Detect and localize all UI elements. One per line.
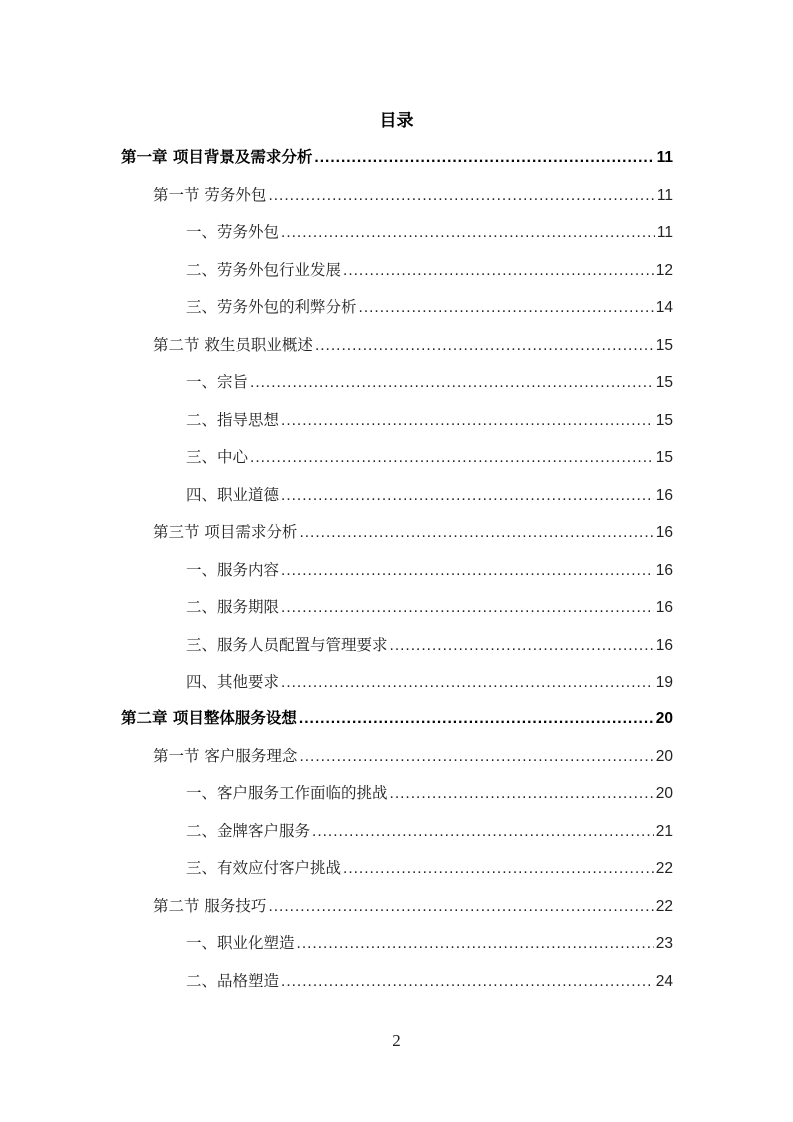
toc-entry-label: 第三节 项目需求分析 — [153, 523, 298, 541]
dot-leader — [281, 482, 654, 510]
toc-entry-page: 20 — [655, 710, 673, 727]
dot-leader — [268, 182, 654, 210]
toc-entry-page: 16 — [655, 561, 673, 579]
toc-entry-subsection[interactable] — [186, 854, 673, 882]
toc-entry-label: 一、职业化塑造 — [186, 934, 295, 952]
toc-entry-subsection[interactable] — [186, 406, 673, 434]
toc-entry-page: 24 — [655, 972, 673, 990]
toc-entry-page: 20 — [655, 747, 673, 765]
toc-entry-subsection[interactable] — [186, 631, 673, 659]
toc-entry-label: 二、金牌客户服务 — [186, 821, 311, 840]
toc-entry-label: 一、劳务外包 — [186, 223, 280, 241]
toc-entry-label: 四、其他要求 — [186, 673, 280, 691]
toc-entry-subsection[interactable] — [186, 368, 673, 396]
page-number: 2 — [392, 1031, 401, 1050]
toc-entry-label: 四、职业道德 — [186, 485, 280, 504]
toc-entry-label: 三、中心 — [186, 448, 249, 466]
toc-entry-page: 19 — [655, 674, 673, 691]
toc-entry-label: 三、有效应付客户挑战 — [186, 859, 342, 877]
toc-entry-section[interactable] — [153, 181, 673, 209]
toc-entry-page: 11 — [656, 149, 673, 166]
toc-title: 目录 — [379, 111, 414, 131]
dot-leader — [268, 893, 653, 921]
dot-leader — [250, 369, 654, 397]
dot-leader — [281, 557, 654, 585]
dot-leader — [250, 444, 654, 472]
dot-leader — [281, 968, 654, 996]
toc-entry-label: 第一节 劳务外包 — [153, 185, 267, 204]
toc-entry-label: 第二章 项目整体服务设想 — [121, 709, 297, 727]
toc-entry-page: 11 — [656, 224, 673, 241]
dot-leader — [390, 780, 654, 808]
toc-entry-label: 第一节 客户服务理念 — [153, 746, 298, 765]
dot-leader — [281, 407, 654, 435]
dot-leader — [299, 743, 653, 771]
dot-leader — [343, 855, 654, 883]
toc-entry-chapter-1[interactable] — [121, 143, 673, 171]
toc-entry-subsection[interactable] — [186, 256, 673, 284]
toc-entry-page: 15 — [655, 411, 673, 429]
toc-entry-subsection[interactable] — [186, 293, 673, 321]
toc-entry-page: 15 — [655, 374, 673, 391]
toc-entry-section[interactable] — [153, 892, 673, 920]
dot-leader — [281, 594, 654, 622]
toc-entry-label: 三、劳务外包的利弊分析 — [186, 298, 357, 316]
toc-entry-label: 一、客户服务工作面临的挑战 — [186, 784, 388, 802]
dot-leader — [299, 519, 653, 547]
toc-entry-label: 二、劳务外包行业发展 — [186, 260, 342, 279]
dot-leader — [315, 332, 654, 360]
toc-entry-chapter-2[interactable] — [121, 704, 673, 732]
toc-entry-subsection[interactable] — [186, 443, 673, 471]
toc-entry-page: 15 — [655, 336, 673, 354]
toc-entry-label: 第二节 救生员职业概述 — [153, 335, 313, 354]
toc-entry-page: 11 — [656, 186, 673, 204]
toc-entry-subsection[interactable] — [186, 668, 673, 696]
dot-leader — [281, 669, 654, 697]
toc-entry-page: 14 — [655, 299, 673, 316]
toc-entry-page: 20 — [655, 785, 673, 802]
toc-entry-subsection[interactable] — [186, 481, 673, 509]
dot-leader — [297, 930, 654, 958]
toc-entry-section[interactable] — [153, 518, 673, 546]
toc-entry-label: 第二节 服务技巧 — [153, 896, 267, 915]
toc-entry-subsection[interactable] — [186, 779, 673, 807]
toc-entry-label: 一、宗旨 — [186, 373, 249, 391]
toc-entry-label: 三、服务人员配置与管理要求 — [186, 635, 388, 654]
toc-entry-label: 二、指导思想 — [186, 410, 280, 429]
toc-entry-page: 16 — [655, 486, 673, 504]
toc-entry-label: 一、服务内容 — [186, 560, 280, 579]
dot-leader — [299, 705, 654, 733]
toc-entry-label: 二、服务期限 — [186, 598, 280, 616]
dot-leader — [359, 294, 654, 322]
toc-entry-page: 12 — [655, 261, 673, 279]
toc-entry-page: 21 — [655, 822, 673, 840]
dot-leader — [343, 257, 654, 285]
toc-entry-section[interactable] — [153, 331, 673, 359]
toc-entry-label: 第一章 项目背景及需求分析 — [121, 148, 313, 166]
toc-entry-page: 22 — [655, 860, 673, 877]
toc-entry-page: 15 — [655, 449, 673, 466]
toc-entry-subsection[interactable] — [186, 218, 673, 246]
toc-entry-subsection[interactable] — [186, 817, 673, 845]
toc-entry-page: 16 — [655, 599, 673, 616]
dot-leader — [390, 632, 654, 660]
dot-leader — [314, 144, 654, 172]
toc-entry-subsection[interactable] — [186, 556, 673, 584]
toc-entry-section[interactable] — [153, 742, 673, 770]
dot-leader — [312, 818, 654, 846]
toc-entry-subsection[interactable] — [186, 967, 673, 995]
toc-entry-page: 23 — [655, 935, 673, 952]
toc-entry-subsection[interactable] — [186, 929, 673, 957]
toc-entry-label: 二、品格塑造 — [186, 971, 280, 990]
dot-leader — [281, 219, 655, 247]
toc-entry-page: 16 — [655, 636, 673, 654]
toc-entry-page: 22 — [655, 897, 673, 915]
toc-entry-page: 16 — [655, 524, 673, 541]
toc-entry-subsection[interactable] — [186, 593, 673, 621]
